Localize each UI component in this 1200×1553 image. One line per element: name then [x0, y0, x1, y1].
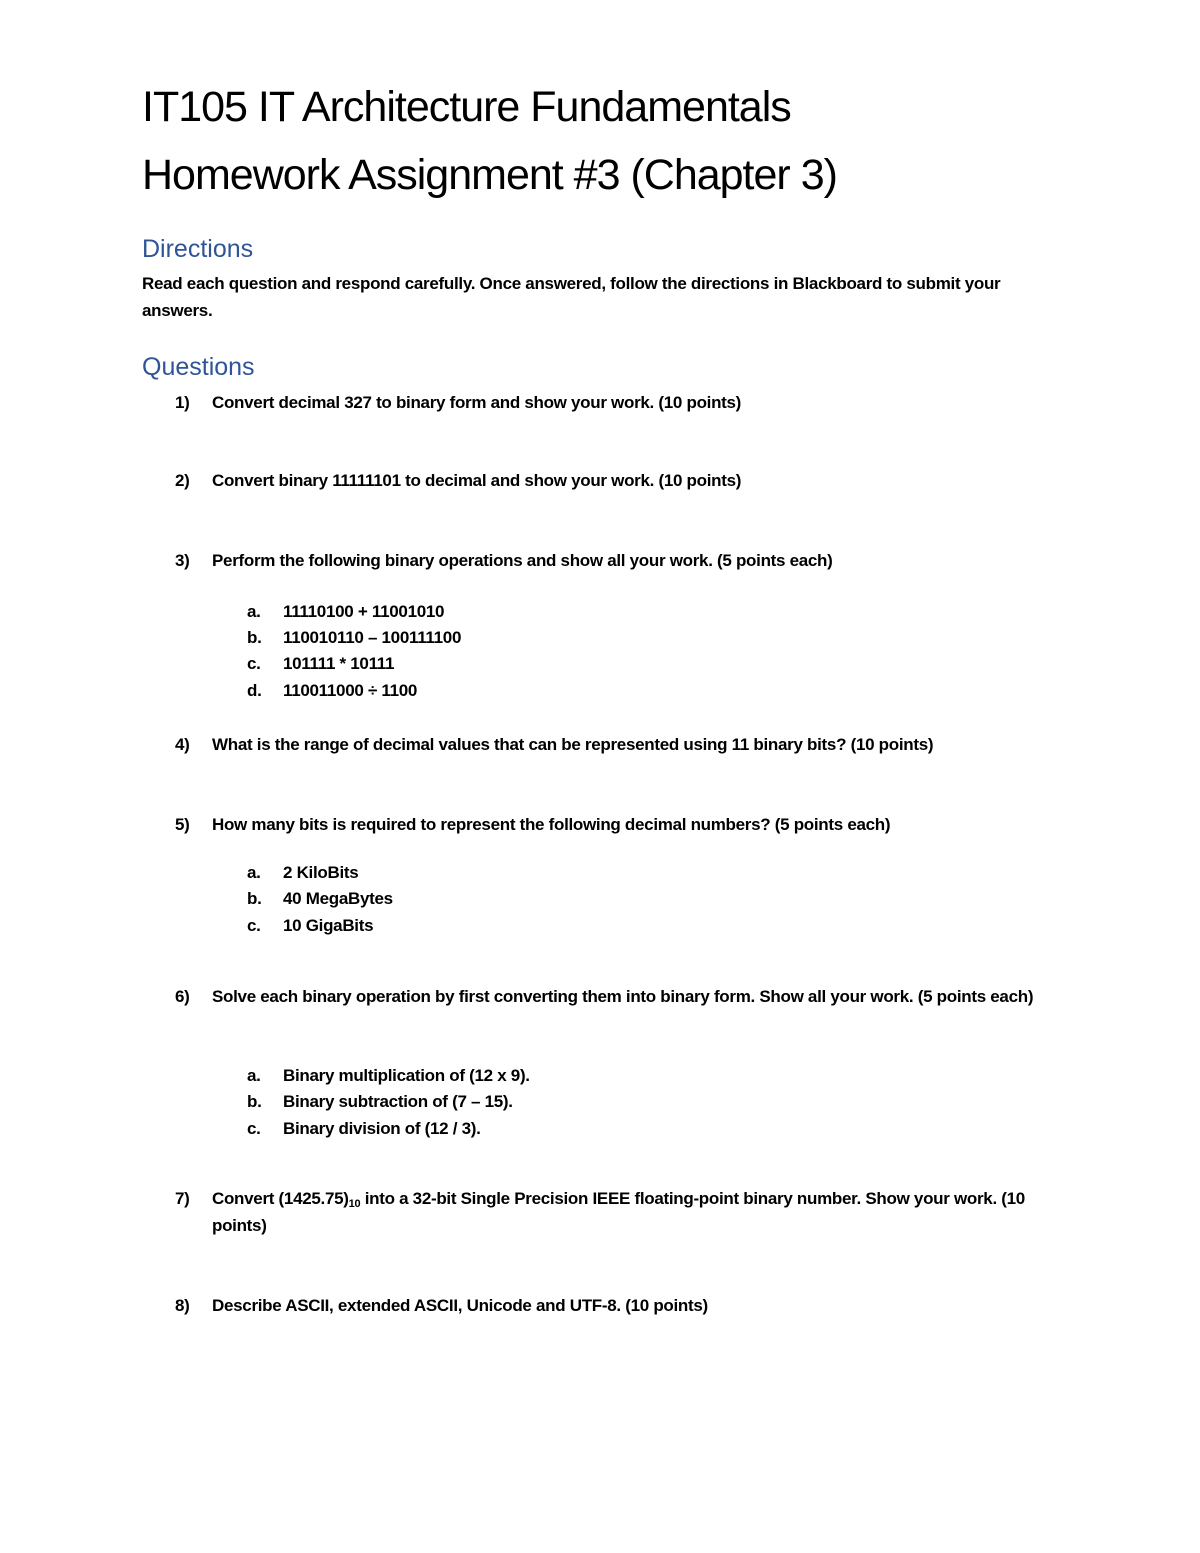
question-number: 6): [175, 987, 190, 1006]
item-text: 110011000 ÷ 1100: [283, 681, 418, 700]
item-text: Binary subtraction of (7 – 15).: [283, 1092, 513, 1111]
document-title-line1: IT105 IT Architecture Fundamentals: [142, 83, 791, 131]
item-letter: b.: [247, 628, 262, 647]
item-text: 10 GigaBits: [283, 916, 374, 935]
question-text: Perform the following binary operations and show all your work. (5 points each): [212, 551, 833, 570]
question-text: Solve each binary operation by first converting them into binary form. Show all your work. (5 points each): [212, 987, 1034, 1006]
item-letter: a.: [247, 602, 261, 621]
question-number: 5): [175, 815, 190, 834]
question-text-after: into a 32-bit Single Precision IEEE floating-point binary number. Show your work. (10 points): [212, 1189, 1025, 1235]
question-6: [175, 983, 1065, 1010]
question-3: [175, 547, 1065, 574]
directions-text: Read each question and respond carefully. Once answered, follow the directions in Blackboard to submit your answers.: [142, 274, 1001, 320]
question-7: [175, 1185, 1065, 1239]
question-3-item-d: [247, 678, 1047, 705]
question-2: [175, 467, 1065, 494]
questions-heading: Questions: [142, 353, 255, 381]
question-text: How many bits is required to represent the following decimal numbers? (5 points each): [212, 815, 891, 834]
item-text: 40 MegaBytes: [283, 889, 393, 908]
item-text: 2 KiloBits: [283, 863, 359, 882]
document-title-line2: Homework Assignment #3 (Chapter 3): [142, 151, 837, 199]
question-text: Convert decimal 327 to binary form and show your work. (10 points): [212, 393, 742, 412]
question-number: 8): [175, 1296, 190, 1315]
question-text: [212, 1185, 1065, 1239]
question-1: [175, 389, 1065, 416]
question-5-item-b: [247, 886, 1047, 913]
base-subscript: 10: [348, 1198, 361, 1210]
item-text: 101111 * 10111: [283, 654, 395, 673]
item-letter: c.: [247, 654, 261, 673]
item-letter: a.: [247, 863, 261, 882]
question-6-item-a: [247, 1063, 1047, 1090]
question-5-item-a: [247, 860, 1047, 887]
question-text: Convert binary 11111101 to decimal and show your work. (10 points): [212, 471, 742, 490]
item-letter: b.: [247, 889, 262, 908]
question-number: 4): [175, 735, 190, 754]
question-number: 1): [175, 393, 190, 412]
question-3-item-b: [247, 625, 1047, 652]
item-letter: d.: [247, 681, 262, 700]
question-6-item-b: [247, 1089, 1047, 1116]
question-number: 7): [175, 1189, 190, 1208]
question-8: [175, 1292, 1065, 1319]
question-3-item-c: [247, 651, 1047, 678]
item-letter: b.: [247, 1092, 262, 1111]
question-5-item-c: [247, 913, 1047, 940]
question-number: 3): [175, 551, 190, 570]
directions-heading: Directions: [142, 235, 254, 263]
item-text: 11110100 + 11001010: [283, 602, 445, 621]
question-3-item-a: [247, 599, 1047, 626]
item-letter: c.: [247, 916, 261, 935]
question-text: Describe ASCII, extended ASCII, Unicode and UTF-8. (10 points): [212, 1296, 708, 1315]
item-letter: a.: [247, 1066, 261, 1085]
question-6-item-c: [247, 1116, 1047, 1143]
item-text: Binary division of (12 / 3).: [283, 1119, 481, 1138]
question-text-before: Convert (1425.75): [212, 1189, 349, 1208]
question-5: [175, 811, 1065, 838]
item-text: Binary multiplication of (12 x 9).: [283, 1066, 530, 1085]
question-4: [175, 731, 1065, 758]
item-letter: c.: [247, 1119, 261, 1138]
item-text: 110010110 – 100111100: [283, 628, 462, 647]
question-text: What is the range of decimal values that can be represented using 11 binary bits? (10 points): [212, 735, 934, 754]
question-number: 2): [175, 471, 190, 490]
